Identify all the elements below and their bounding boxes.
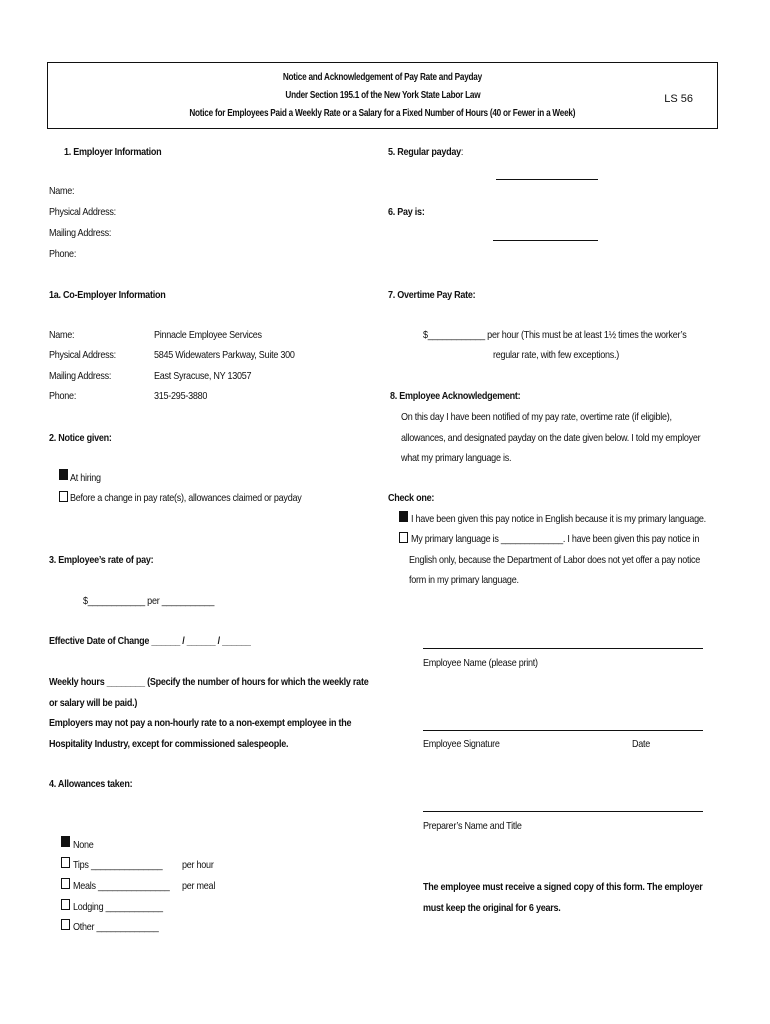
- form-title: Notice and Acknowledgement of Pay Rate and Payday: [282, 72, 483, 83]
- ack-heading: 8. Employee Acknowledgement:: [390, 390, 521, 402]
- notice-heading: 2. Notice given:: [49, 432, 112, 444]
- allowance-none-label: None: [73, 839, 94, 851]
- ack-line3: what my primary language is.: [401, 452, 512, 464]
- weekly-hours-line1: Weekly hours ________ (Specify the number of hours for which the weekly rate: [49, 676, 369, 688]
- allowance-other-checkbox[interactable]: [61, 919, 70, 930]
- notice-at-hiring-checkbox[interactable]: [59, 469, 68, 480]
- allowance-tips-label: Tips _______________: [73, 859, 163, 871]
- coemployer-phone-value: 315-295-3880: [154, 390, 208, 402]
- employer-name-label: Name:: [49, 185, 75, 197]
- effective-date[interactable]: Effective Date of Change ______ / ______ / ______: [49, 635, 251, 647]
- rate-line[interactable]: $____________ per ___________: [83, 595, 215, 607]
- overtime-line2: regular rate, with few exceptions.): [493, 349, 619, 361]
- check-one-heading: Check one:: [388, 492, 435, 504]
- employee-signature-field[interactable]: [423, 730, 703, 731]
- coemployer-physical-value: 5845 Widewaters Parkway, Suite 300: [154, 349, 295, 361]
- overtime-heading: 7. Overtime Pay Rate:: [388, 289, 476, 301]
- notice-at-hiring-label: At hiring: [70, 472, 101, 484]
- other-language-line1: My primary language is _____________. I have been given this pay notice in: [411, 533, 700, 545]
- employer-physical-label: Physical Address:: [49, 206, 116, 218]
- coemployer-mailing-label: Mailing Address:: [49, 370, 112, 382]
- weekly-hours-line4: Hospitality Industry, except for commissioned salespeople.: [49, 738, 289, 750]
- footer-line2: must keep the original for 6 years.: [423, 902, 561, 914]
- payday-heading: 5. Regular payday:: [388, 146, 464, 158]
- payis-field[interactable]: [493, 240, 598, 241]
- form-section: Under Section 195.1 of the New York State Labor Law: [285, 90, 480, 101]
- allowance-meals-label: Meals _______________: [73, 880, 170, 892]
- ack-line2: allowances, and designated payday on the date given below. I told my employer: [401, 432, 701, 444]
- allowance-none-checkbox[interactable]: [61, 836, 70, 847]
- employer-mailing-label: Mailing Address:: [49, 227, 112, 239]
- coemployer-mailing-value: East Syracuse, NY 13057: [154, 370, 252, 382]
- coemployer-heading: 1a. Co-Employer Information: [49, 289, 166, 301]
- other-language-line2: English only, because the Department of Labor does not yet offer a pay notice: [409, 554, 701, 566]
- other-language-checkbox[interactable]: [399, 532, 408, 543]
- allowances-heading: 4. Allowances taken:: [49, 778, 133, 790]
- form-code: LS 56: [664, 93, 693, 105]
- notice-before-change-checkbox[interactable]: [59, 491, 68, 502]
- allowance-lodging-checkbox[interactable]: [61, 899, 70, 910]
- english-primary-label: I have been given this pay notice in English because it is my primary language.: [411, 513, 706, 525]
- allowance-meals-checkbox[interactable]: [61, 878, 70, 889]
- notice-before-change-label: Before a change in pay rate(s), allowances claimed or payday: [70, 492, 302, 504]
- coemployer-phone-label: Phone:: [49, 390, 77, 402]
- employer-heading: 1. Employer Information: [64, 146, 162, 158]
- english-primary-checkbox[interactable]: [399, 511, 408, 522]
- form-header: [47, 62, 718, 129]
- coemployer-name-label: Name:: [49, 329, 75, 341]
- allowance-lodging-label: Lodging ____________: [73, 901, 163, 913]
- employer-phone-label: Phone:: [49, 248, 77, 260]
- ack-line1: On this day I have been notified of my pay rate, overtime rate (if eligible),: [401, 411, 672, 423]
- employee-name-label: Employee Name (please print): [423, 657, 538, 669]
- employee-name-field[interactable]: [423, 648, 703, 649]
- payday-field[interactable]: [496, 179, 598, 180]
- footer-line1: The employee must receive a signed copy of this form. The employer: [423, 881, 703, 893]
- allowance-tips-checkbox[interactable]: [61, 857, 70, 868]
- payis-heading: 6. Pay is:: [388, 206, 425, 218]
- form-subtitle: Notice for Employees Paid a Weekly Rate or a Salary for a Fixed Number of Hours (40 or Fewer in a Week): [189, 108, 576, 119]
- allowance-other-label: Other _____________: [73, 921, 159, 933]
- coemployer-physical-label: Physical Address:: [49, 349, 116, 361]
- employee-signature-label: Employee Signature: [423, 738, 500, 750]
- preparer-label: Preparer’s Name and Title: [423, 820, 522, 832]
- date-label: Date: [632, 738, 651, 750]
- rate-heading: 3. Employee’s rate of pay:: [49, 554, 154, 566]
- other-language-line3: form in my primary language.: [409, 574, 519, 586]
- preparer-field[interactable]: [423, 811, 703, 812]
- overtime-line1[interactable]: $____________ per hour (This must be at least 1½ times the worker’s: [423, 329, 687, 341]
- allowance-meals-suffix: per meal: [182, 880, 216, 892]
- weekly-hours-line2: or salary will be paid.): [49, 697, 138, 709]
- allowance-tips-suffix: per hour: [182, 859, 214, 871]
- coemployer-name-value: Pinnacle Employee Services: [154, 329, 262, 341]
- weekly-hours-line3: Employers may not pay a non-hourly rate to a non-exempt employee in the: [49, 717, 352, 729]
